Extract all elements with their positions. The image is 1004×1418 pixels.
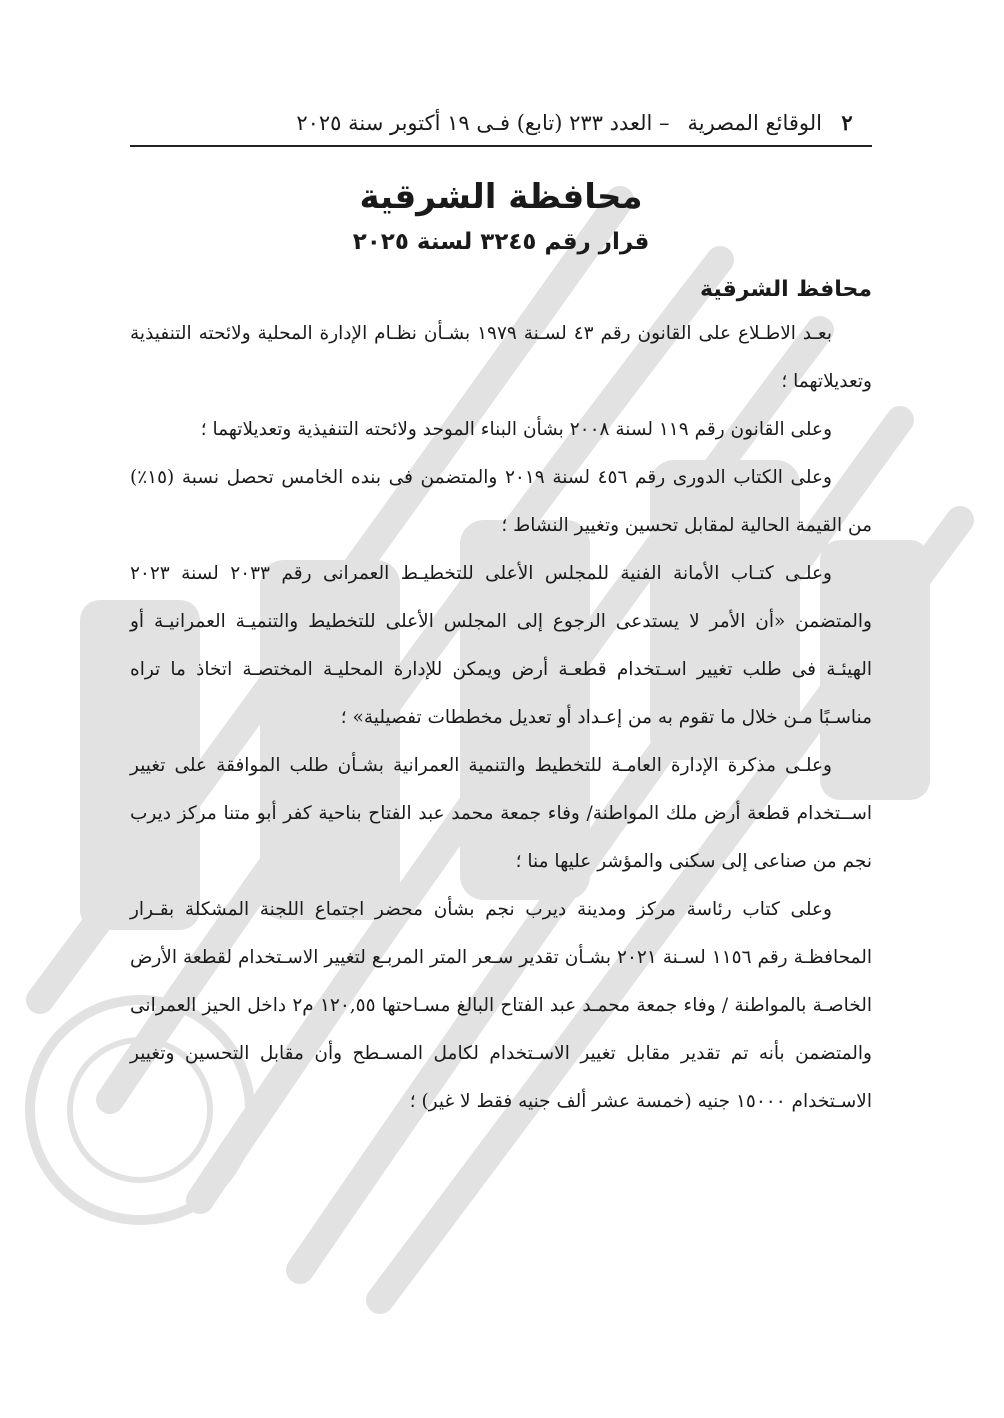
page-header <box>130 110 872 147</box>
paragraph-4: وعلـى كتـاب الأمانة الفنية للمجلس الأعلى للتخطيـط العمرانى رقم ٢٠٣٣ لسنة ٢٠٢٣ والمتضمن «أن الأمر لا يستدعى الرجوع إلى المجلس الأعلى للتخطيط والتنميـة العمرانيـة أو الهيئـة فى طلب تغيير اسـتخدام قطعـة أرض ويمكن للإدارة المحليـة المختصـة اتخاذ ما تراه مناسـبًا مـن خلال ما تقوم به من إعـداد أو تعديل مخططات تفصيلية» ؛ <box>130 563 872 728</box>
publication-name: الوقائع المصرية <box>687 111 822 135</box>
paragraph-5: وعلـى مذكرة الإدارة العامـة للتخطيط والتنمية العمرانية بشـأن طلب الموافقة على تغيير اســتخدام قطعة أرض ملك المواطنة/ وفاء جمعة محمد عبد الفتاح بناحية كفر أبو متنا مركز ديرب نجم من صناعى إلى سكنى والمؤشر عليها منا ؛ <box>130 755 872 872</box>
paragraph-2: وعلى القانون رقم ١١٩ لسنة ٢٠٠٨ بشأن البناء الموحد ولائحته التنفيذية وتعديلاتهما ؛ <box>200 419 832 440</box>
governor-label: محافظ الشرقية <box>700 277 872 302</box>
page-number: ٢ <box>841 110 853 135</box>
paragraph-1: بعـد الاطـلاع على القانون رقم ٤٣ لسـنة ١٩٧٩ بشـأن نظـام الإدارة المحلية ولائحته التنفيذية وتعديلاتهما ؛ <box>130 323 872 392</box>
governorate-title: محافظة الشرقية <box>359 177 643 217</box>
paragraph-6: وعلى كتاب رئاسة مركز ومدينة ديرب نجم بشأن محضر اجتماع اللجنة المشكلة بقـرار المحافظـة رقم ١١٥٦ لسـنة ٢٠٢١ بشـأن تقدير سـعر المتر المربـع لتغيير الاسـتخدام لقطعة الأرض الخاصـة بالمواطنة / وفاء جمعة محمـد عبد الفتاح البالغ مسـاحتها ١٢٠,٥٥ م٢ داخل الحيز العمرانى والمتضمن بأنه تم تقدير مقابل تغيير الاسـتخدام لكامل المسـطح وأن مقابل التحسين وتغيير الاسـتخدام ١٥٠٠٠ جنيه (خمسة عشر ألف جنيه فقط لا غير) ؛ <box>130 899 872 1112</box>
decree-title: قرار رقم ٣٢٤٥ لسنة ٢٠٢٥ <box>352 229 650 255</box>
document-body <box>130 310 872 1126</box>
issue-info: – العدد ٢٣٣ (تابع) فـى ١٩ أكتوبر سنة ٢٠٢٥ <box>296 111 670 135</box>
paragraph-3: وعلى الكتاب الدورى رقم ٤٥٦ لسنة ٢٠١٩ والمتضمن فى بنده الخامس تحصل نسبة (١٥٪) من القيمة الحالية لمقابل تحسين وتغيير النشاط ؛ <box>130 467 872 536</box>
document-page <box>130 110 872 1126</box>
